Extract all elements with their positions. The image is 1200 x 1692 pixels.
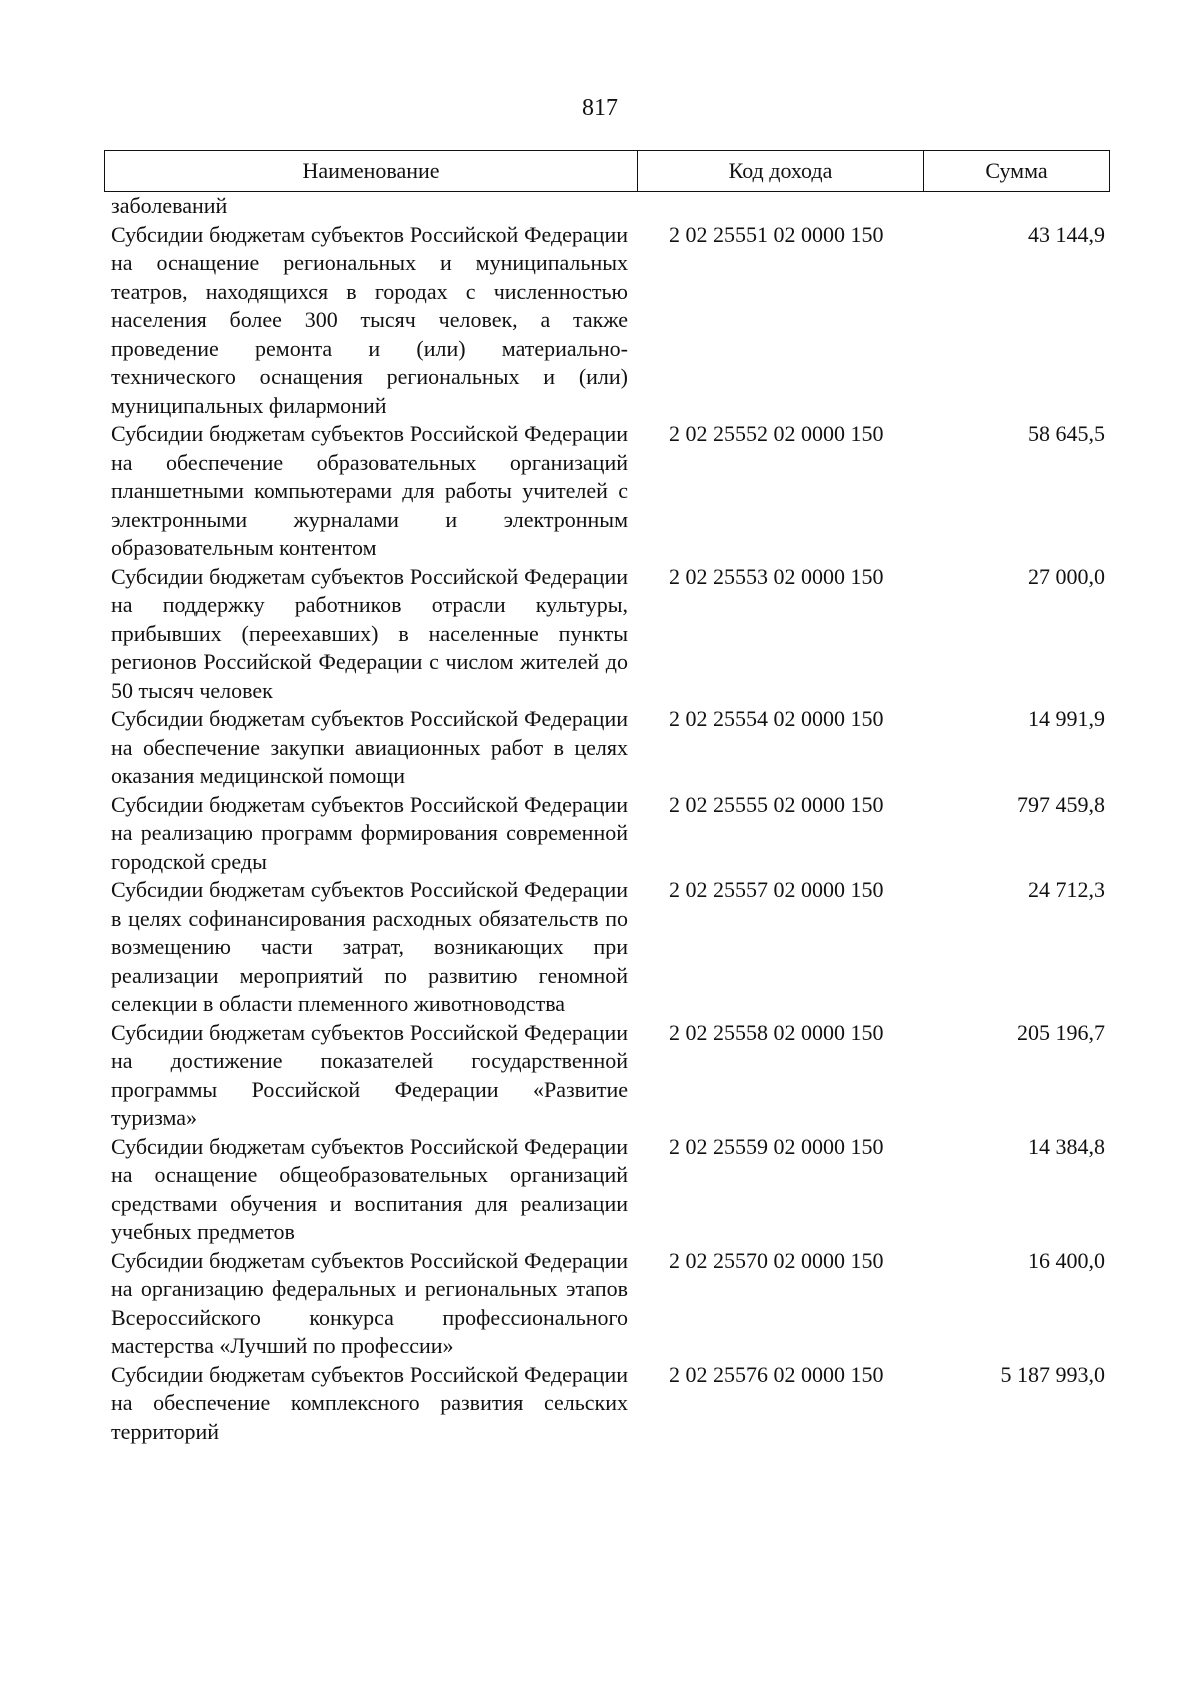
row-name: Субсидии бюджетам субъектов Российской Федерации на реализацию программ формирования современной городской среды: [111, 791, 628, 874]
row-sum: 5 187 993,0: [1000, 1361, 1105, 1387]
row-name: Субсидии бюджетам субъектов Российской Федерации на обеспечение комплексного развития сельских территорий: [111, 1361, 628, 1444]
row-sum: 14 384,8: [1028, 1133, 1105, 1159]
row-name: Субсидии бюджетам субъектов Российской Федерации на обеспечение образовательных организаций планшетными компьютерами для работы учителей с электронными журналами и электронным образовательным контентом: [111, 421, 628, 560]
table-row: [111, 791, 1111, 877]
column-header-code: Код дохода: [638, 151, 924, 191]
row-code: 2 02 25557 02 0000 150: [669, 877, 884, 902]
row-name: Субсидии бюджетам субъектов Российской Федерации в целях софинансирования расходных обязательств по возмещению части затрат, возникающих при реализации мероприятий по развитию геномной селекции в области племенного животноводства: [111, 877, 628, 1016]
table-row: [111, 876, 1111, 1019]
table-row: [111, 1019, 1111, 1133]
row-sum: 797 459,8: [1017, 791, 1105, 817]
row-sum: 58 645,5: [1028, 421, 1105, 446]
row-name: Субсидии бюджетам субъектов Российской Федерации на оснащение общеобразовательных организаций средствами обучения и воспитания для реализации учебных предметов: [111, 1133, 628, 1244]
row-sum: 14 991,9: [1028, 706, 1105, 731]
row-code: 2 02 25559 02 0000 150: [669, 1133, 884, 1159]
table-row: [111, 563, 1111, 706]
row-name: Субсидии бюджетам субъектов Российской Федерации на организацию федеральных и региональных этапов Всероссийского конкурса профессионального мастерства «Лучший по профессии»: [111, 1247, 628, 1358]
row-name: Субсидии бюджетам субъектов Российской Федерации на обеспечение закупки авиационных работ в целях оказания медицинской помощи: [111, 706, 628, 788]
table-body: [111, 192, 1111, 1446]
table-row: [111, 705, 1111, 791]
row-sum: 27 000,0: [1028, 563, 1105, 589]
row-name: Субсидии бюджетам субъектов Российской Федерации на оснащение региональных и муниципальных театров, находящихся в городах с численностью населения более 300 тысяч человек, а также проведение ремонта и (или) материально-технического оснащения региональных и (или) муниципальных филармоний: [111, 221, 628, 418]
table-row: [111, 420, 1111, 563]
table-row: [111, 221, 1111, 421]
continuation-text: заболеваний: [111, 193, 228, 218]
row-code: 2 02 25558 02 0000 150: [669, 1019, 884, 1045]
row-code: 2 02 25552 02 0000 150: [669, 421, 884, 446]
row-code: 2 02 25555 02 0000 150: [669, 791, 884, 817]
row-sum: 205 196,7: [1017, 1019, 1105, 1045]
page-number: 817: [582, 95, 618, 121]
row-sum: 43 144,9: [1028, 221, 1105, 247]
row-name: Субсидии бюджетам субъектов Российской Федерации на достижение показателей государственной программы Российской Федерации «Развитие туризма»: [111, 1019, 628, 1130]
row-code: 2 02 25553 02 0000 150: [669, 563, 884, 589]
row-code: 2 02 25570 02 0000 150: [669, 1247, 884, 1273]
row-sum: 24 712,3: [1028, 877, 1105, 902]
column-header-name: Наименование: [105, 151, 638, 191]
table-row: [111, 1133, 1111, 1247]
row-code: 2 02 25551 02 0000 150: [669, 221, 884, 247]
row-sum: 16 400,0: [1028, 1247, 1105, 1273]
table-row: [111, 1361, 1111, 1447]
row-name: Субсидии бюджетам субъектов Российской Федерации на поддержку работников отрасли культуры, прибывших (переехавших) в населенные пункты регионов Российской Федерации с числом жителей до 50 тысяч человек: [111, 563, 628, 703]
table-row: [111, 1247, 1111, 1361]
column-header-sum: Сумма: [985, 158, 1048, 183]
row-code: 2 02 25576 02 0000 150: [669, 1361, 884, 1387]
row-code: 2 02 25554 02 0000 150: [669, 706, 884, 731]
table-header: [104, 150, 1110, 192]
